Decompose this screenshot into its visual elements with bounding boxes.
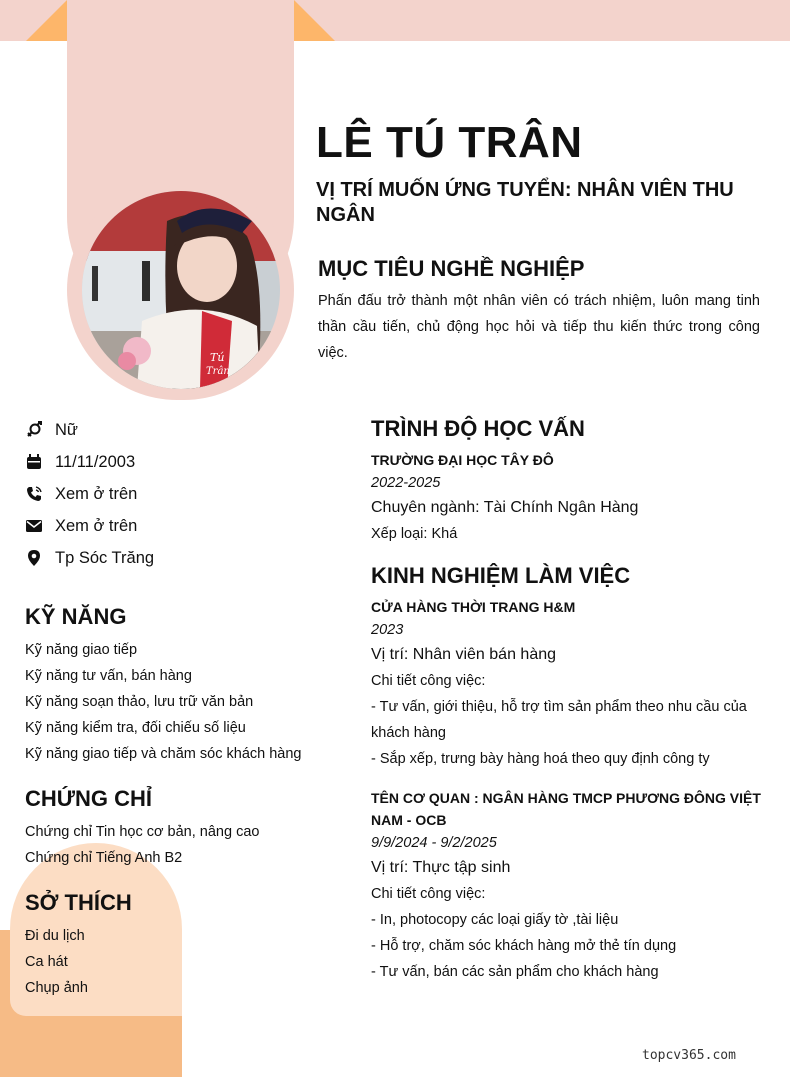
education-major: Chuyên ngành: Tài Chính Ngân Hàng	[371, 499, 639, 516]
contact-phone-text: Xem ở trên	[55, 484, 138, 503]
list-item: Kỹ năng tư vấn, bán hàng	[25, 668, 192, 684]
job-detail: - Tư vấn, giới thiệu, hỗ trợ tìm sản phẩm theo nhu cầu của khách hàng	[371, 699, 747, 741]
hobbies-title: SỞ THÍCH	[25, 890, 132, 915]
svg-text:Tú: Tú	[210, 351, 225, 364]
job-detail: - In, photocopy các loại giấy tờ ,tài liệu	[371, 912, 619, 928]
list-item: Đi du lịch	[25, 928, 85, 944]
job-period: 9/9/2024 - 9/2/2025	[371, 835, 497, 851]
avatar	[82, 191, 280, 389]
skills-title: KỸ NĂNG	[25, 604, 127, 629]
gender-icon	[25, 421, 43, 439]
list-item: Ca hát	[25, 954, 68, 970]
contact-email-text: Xem ở trên	[55, 516, 138, 535]
experience-job-2	[371, 787, 766, 985]
job-detail: - Hỗ trợ, chăm sóc khách hàng mở thẻ tín dụng	[371, 938, 677, 954]
left-corner-triangle	[26, 0, 67, 41]
calendar-icon	[25, 453, 43, 471]
contact-location	[25, 542, 325, 574]
list-item: Kỹ năng kiểm tra, đối chiếu số liệu	[25, 720, 246, 736]
experience-job-1	[371, 596, 766, 772]
skills-list	[25, 637, 301, 767]
job-detail: - Sắp xếp, trưng bày hàng hoá theo quy định công ty	[371, 751, 710, 767]
certificates-title: CHỨNG CHỈ	[25, 786, 153, 811]
contact-birthday	[25, 446, 325, 478]
education-period: 2022-2025	[371, 475, 441, 491]
job-detail: - Tư vấn, bán các sản phẩm cho khách hàng	[371, 964, 659, 980]
certificates-list	[25, 819, 259, 871]
contact-list	[25, 414, 325, 574]
objective-text: Phấn đấu trở thành một nhân viên có trách nhiệm, luôn mang tinh thần cầu tiến, chủ động học hỏi và tiếp thu kiến thức trong công việc.	[318, 293, 760, 361]
hobbies-list	[25, 923, 88, 1001]
list-item: Chứng chỉ Tin học cơ bản, nâng cao	[25, 824, 260, 840]
list-item: Chứng chỉ Tiếng Anh B2	[25, 850, 183, 866]
watermark: topcv365.com	[642, 1048, 736, 1063]
contact-gender-text: Nữ	[55, 420, 78, 439]
phone-icon	[25, 485, 43, 503]
svg-text:Trân: Trân	[206, 366, 230, 377]
list-item: Kỹ năng soạn thảo, lưu trữ văn bản	[25, 694, 254, 710]
job-details-label: Chi tiết công việc:	[371, 886, 486, 902]
education-title: TRÌNH ĐỘ HỌC VẤN	[371, 416, 585, 441]
list-item: Kỹ năng giao tiếp	[25, 642, 138, 658]
education-grade: Xếp loại: Khá	[371, 526, 458, 542]
desired-position: VỊ TRÍ MUỐN ỨNG TUYỂN: NHÂN VIÊN THU NGÂN	[316, 179, 734, 226]
job-details-label: Chi tiết công việc:	[371, 673, 486, 689]
school-name: TRƯỜNG ĐẠI HỌC TÂY ĐÔ	[371, 452, 554, 468]
contact-gender	[25, 414, 325, 446]
location-icon	[25, 549, 43, 567]
list-item: Chụp ảnh	[25, 980, 88, 996]
contact-location-text: Tp Sóc Trăng	[55, 548, 155, 567]
objective-title: MỤC TIÊU NGHỀ NGHIỆP	[318, 256, 585, 281]
job-period: 2023	[371, 622, 404, 638]
education-section	[371, 449, 771, 547]
right-corner-triangle	[294, 0, 335, 41]
job-role: Vị trí: Thực tập sinh	[371, 859, 511, 876]
email-icon	[25, 517, 43, 535]
experience-title: KINH NGHIỆM LÀM VIỆC	[371, 563, 631, 588]
contact-birthday-text: 11/11/2003	[55, 452, 136, 471]
contact-phone	[25, 478, 325, 510]
contact-email	[25, 510, 325, 542]
candidate-name: LÊ TÚ TRÂN	[316, 118, 583, 167]
company-name: CỬA HÀNG THỜI TRANG H&M	[371, 599, 576, 615]
avatar-photo	[82, 191, 280, 389]
company-name: TÊN CƠ QUAN : NGÂN HÀNG TMCP PHƯƠNG ĐÔNG VIỆT NAM - OCB	[371, 790, 761, 828]
list-item: Kỹ năng giao tiếp và chăm sóc khách hàng	[25, 746, 302, 762]
job-role: Vị trí: Nhân viên bán hàng	[371, 646, 557, 663]
